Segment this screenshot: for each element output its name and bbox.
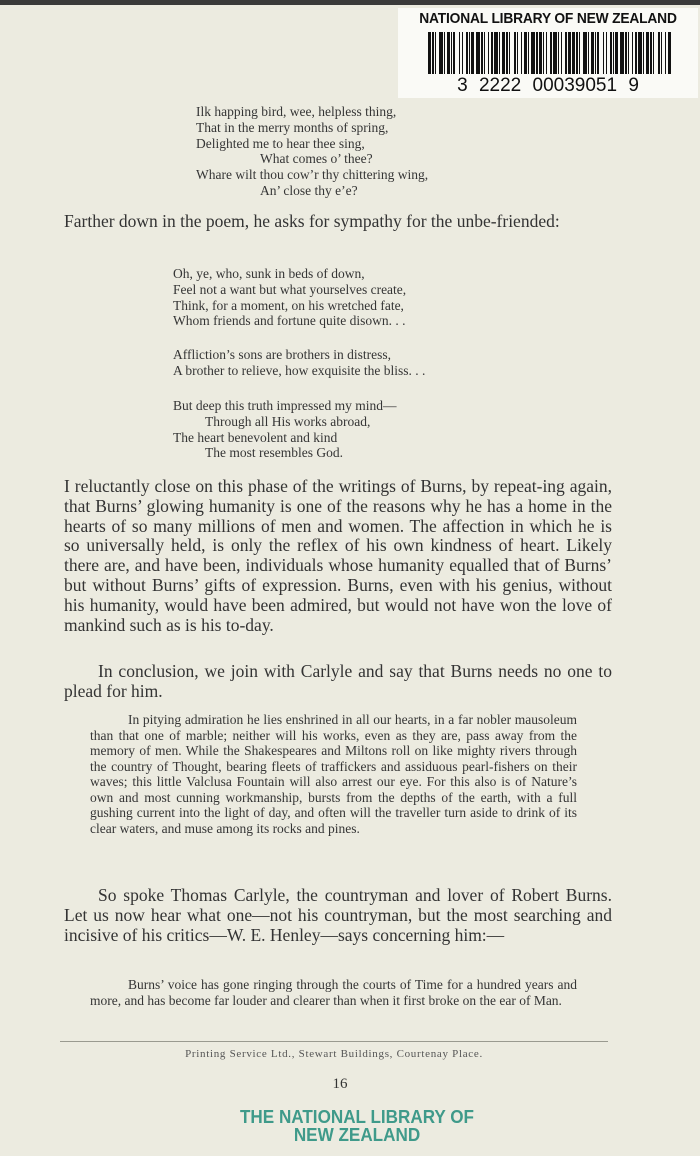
quotation-text: In pitying admiration he lies enshrined in all our hearts, in a far nobler mausoleum than that one of marble; neither will his works, even as they are, pass away from the memory of men. While the Shakespeares and Miltons roll on like mighty rivers through the country of Thought, bearing fleets of traffickers and assiduous pearl-fishers on their waves; this little Valclusa Fountain will also arrest our eye. For this also is of Nature’s own and most cunning workmanship, bursts from the depths of the earth, with a full gushing current into the light of day, and often will the traveller turn aside to drink of its clear waters, and muse among its rocks and pines. bbox=[90, 712, 577, 836]
verse-line: Whom friends and fortune quite disown. . . bbox=[173, 313, 406, 329]
barcode-image bbox=[428, 32, 672, 74]
barcode-bar bbox=[572, 32, 575, 74]
barcode-bar bbox=[553, 32, 557, 74]
barcode-bar bbox=[476, 32, 480, 74]
verse-line: Oh, ye, who, sunk in beds of down, bbox=[173, 266, 365, 281]
barcode-bar bbox=[447, 32, 450, 74]
barcode-bar bbox=[524, 32, 527, 74]
barcode-bar bbox=[613, 32, 614, 74]
barcode-bar bbox=[439, 32, 443, 74]
page-top-edge bbox=[0, 0, 700, 5]
barcode-bar bbox=[595, 32, 596, 74]
barcode-bar bbox=[484, 32, 485, 74]
barcode-bar bbox=[668, 32, 671, 74]
verse-line: But deep this truth impressed my mind— bbox=[173, 398, 397, 413]
barcode-bar bbox=[565, 32, 567, 74]
verse-deep-truth bbox=[173, 398, 396, 461]
barcode-bar bbox=[451, 32, 452, 74]
barcode-label-title: NATIONAL LIBRARY OF NEW ZEALAND bbox=[419, 10, 677, 27]
barcode-bar bbox=[568, 32, 571, 74]
verse-line: The heart benevolent and kind bbox=[173, 429, 338, 445]
barcode-bar bbox=[610, 32, 612, 74]
verse-line: Think, for a moment, on his wretched fate, bbox=[173, 297, 404, 313]
barcode-bar bbox=[521, 32, 522, 74]
library-barcode-label bbox=[398, 8, 698, 98]
barcode-bar bbox=[635, 32, 637, 74]
paragraph-text: So spoke Thomas Carlyle, the countryman and lover of Robert Burns. Let us now hear what one—not his countryman, but the most searching and incisive of his critics—W. E. Henley—says concerning him:— bbox=[64, 885, 612, 945]
quotation-text: Burns’ voice has gone ringing through the courts of Time for a hundred years and more, and has become far louder and clearer than when it first broke on the ear of Man. bbox=[90, 977, 577, 1008]
barcode-bar bbox=[665, 32, 666, 74]
stamp-line-1: THE NATIONAL LIBRARY OF bbox=[239, 1107, 475, 1127]
paragraph-farther-down bbox=[64, 212, 612, 232]
barcode-bar bbox=[494, 32, 498, 74]
verse-mouse-stanza bbox=[196, 104, 428, 199]
barcode-bar bbox=[488, 32, 489, 74]
barcode-bar bbox=[506, 32, 508, 74]
barcode-bar bbox=[536, 32, 538, 74]
barcode-bar bbox=[653, 32, 654, 74]
barcode-bar bbox=[625, 32, 627, 74]
carlyle-quotation bbox=[90, 712, 577, 836]
barcode-bar bbox=[576, 32, 578, 74]
barcode-bar bbox=[499, 32, 500, 74]
barcode-bar bbox=[603, 32, 604, 74]
barcode-bar bbox=[558, 32, 559, 74]
barcode-bar bbox=[517, 32, 518, 74]
barcode-bar bbox=[591, 32, 594, 74]
verse-line: The most resembles God. bbox=[205, 445, 343, 461]
barcode-bar bbox=[646, 32, 649, 74]
barcode-bar bbox=[658, 32, 660, 74]
verse-beds-of-down bbox=[173, 266, 406, 329]
barcode-bar bbox=[481, 32, 483, 74]
barcode-bar bbox=[491, 32, 493, 74]
library-stamp bbox=[18, 1108, 696, 1144]
verse-line: Whare wilt thou cow’r thy chittering wing, bbox=[196, 167, 429, 183]
barcode-bar bbox=[661, 32, 662, 74]
barcode-bar bbox=[432, 32, 434, 74]
barcode-bar bbox=[632, 32, 633, 74]
barcode-bar bbox=[528, 32, 529, 74]
barcode-bar bbox=[606, 32, 607, 74]
verse-line: Affliction’s sons are brothers in distress, bbox=[173, 347, 391, 362]
paragraph-reluctantly-close bbox=[64, 477, 612, 635]
barcode-bar bbox=[620, 32, 624, 74]
verse-line: Ilk happing bird, wee, helpless thing, bbox=[196, 104, 397, 119]
verse-line: A brother to relieve, how exquisite the bliss. . . bbox=[173, 362, 426, 378]
barcode-bar bbox=[462, 32, 463, 74]
barcode-bar bbox=[638, 32, 642, 74]
barcode-bar bbox=[502, 32, 505, 74]
henley-quotation bbox=[90, 977, 577, 1008]
verse-line: An’ close thy e’e? bbox=[260, 182, 358, 198]
verse-line: What comes o’ thee? bbox=[260, 151, 373, 167]
printer-imprint: Printing Service Ltd., Stewart Buildings, Courtenay Place. bbox=[185, 1048, 483, 1060]
barcode-bar bbox=[546, 32, 547, 74]
paragraph-text: Farther down in the poem, he asks for sympathy for the unbe-friended: bbox=[64, 211, 560, 231]
barcode-number: 3 2222 00039051 9 bbox=[457, 75, 639, 96]
barcode-bar bbox=[583, 32, 587, 74]
barcode-bar bbox=[459, 32, 460, 74]
barcode-bar bbox=[597, 32, 599, 74]
barcode-bar bbox=[444, 32, 445, 74]
barcode-bar bbox=[539, 32, 542, 74]
barcode-bar bbox=[466, 32, 468, 74]
paragraph-text: In conclusion, we join with Carlyle and say that Burns needs no one to plead for him. bbox=[64, 661, 612, 701]
paragraph-text: I reluctantly close on this phase of the writings of Burns, by repeat-ing again, that Burns’ glowing humanity is one of the reasons why he has a home in the hearts of so many millions of men and women. The affection in which he is so universally held, is only the reflex of his own kindness of heart. Likely there are, and have been, individuals whose humanity equalled that of Burns’ but without Burns’ gifts of expression. Burns, even with his genius, without his humanity, would have been admired, but would not have won the love of mankind such as is his to-day. bbox=[64, 476, 612, 635]
barcode-bar bbox=[469, 32, 470, 74]
page-number: 16 bbox=[332, 1076, 348, 1092]
verse-line: Feel not a want but what yourselves create, bbox=[173, 281, 407, 297]
barcode-bar bbox=[531, 32, 535, 74]
verse-line: Through all His works abroad, bbox=[205, 413, 371, 429]
barcode-bar bbox=[561, 32, 562, 74]
footer-divider bbox=[60, 1041, 608, 1042]
verse-afflictions-sons bbox=[173, 347, 425, 379]
barcode-bar bbox=[543, 32, 544, 74]
verse-line: Delighted me to hear thee sing, bbox=[196, 135, 365, 151]
barcode-bar bbox=[428, 32, 431, 74]
barcode-bar bbox=[643, 32, 644, 74]
barcode-bar bbox=[509, 32, 510, 74]
barcode-bar bbox=[550, 32, 552, 74]
paragraph-in-conclusion bbox=[64, 662, 612, 702]
barcode-bar bbox=[514, 32, 516, 74]
barcode-bar bbox=[471, 32, 474, 74]
barcode-bar bbox=[628, 32, 629, 74]
barcode-bar bbox=[588, 32, 589, 74]
barcode-bar bbox=[453, 32, 455, 74]
barcode-bar bbox=[650, 32, 652, 74]
barcode-bar bbox=[615, 32, 618, 74]
barcode-bar bbox=[435, 32, 436, 74]
barcode-bar bbox=[579, 32, 580, 74]
stamp-line-2: NEW ZEALAND bbox=[293, 1125, 421, 1145]
paragraph-so-spoke bbox=[64, 886, 612, 945]
verse-line: That in the merry months of spring, bbox=[196, 119, 389, 135]
